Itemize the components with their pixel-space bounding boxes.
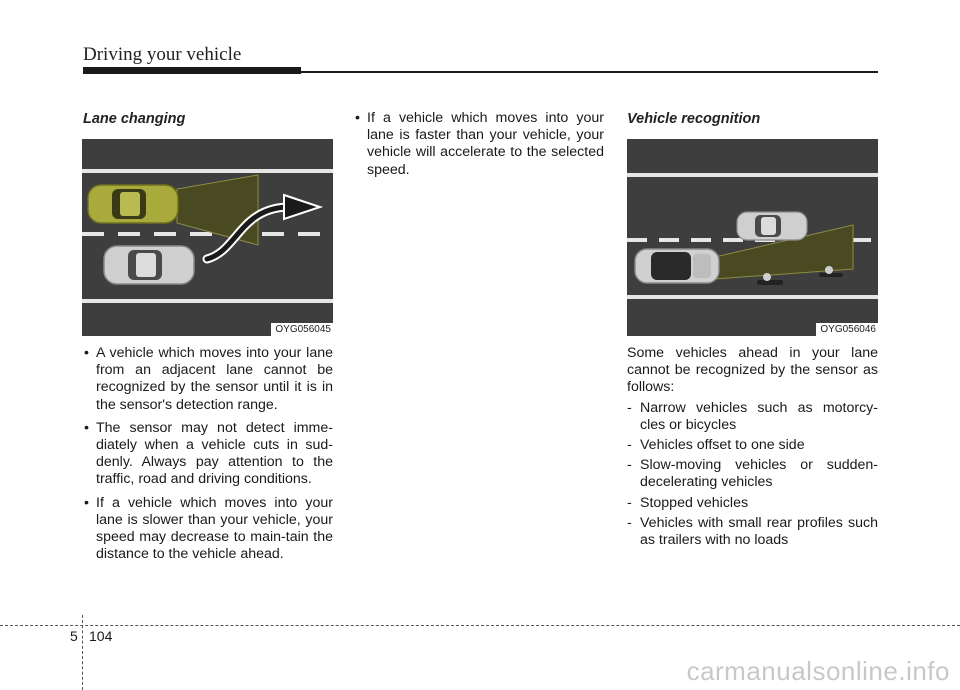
list-item: - Vehicles offset to one side — [627, 437, 878, 454]
figure-code: OYG056045 — [271, 323, 333, 336]
list-item: - Narrow vehicles such as motorcy-cles or bicycles — [627, 400, 878, 434]
lane-changing-bullets — [83, 345, 333, 569]
lane-changing-figure — [82, 139, 333, 336]
vehicle-recognition-text — [627, 345, 878, 552]
vehicle-recognition-illustration — [627, 139, 878, 336]
watermark: carmanualsonline.info — [686, 656, 950, 686]
footer-rule — [0, 625, 960, 626]
vehicle-recognition-heading: Vehicle recognition — [627, 111, 761, 127]
vehicle-recognition-figure — [627, 139, 878, 336]
chapter-number: 5 — [70, 628, 78, 644]
list-item: - Stopped vehicles — [627, 495, 878, 512]
list-item: • A vehicle which moves into your lane from an adjacent lane cannot be recognized by the sensor until it is in the sensor's detection range. — [83, 345, 333, 414]
header-bar — [83, 67, 301, 74]
header-rule — [301, 71, 878, 73]
adjacent-vehicle — [104, 246, 194, 284]
middle-bullets — [354, 110, 604, 185]
figure-code: OYG056046 — [816, 323, 878, 336]
ego-vehicle — [88, 185, 178, 223]
list-item: • If a vehicle which moves into your lane is faster than your vehicle, your vehicle will accelerate to the selected speed. — [354, 110, 604, 179]
vehicle-ahead — [737, 212, 807, 240]
intro-paragraph: Some vehicles ahead in your lane cannot be recognized by the sensor as follows: — [627, 345, 878, 396]
list-item: - Vehicles with small rear profiles such as trailers with no loads — [627, 515, 878, 549]
list-item: • The sensor may not detect imme-diately when a vehicle cuts in sud-denly. Always pay attention to the traffic, road and driving conditions. — [83, 420, 333, 489]
footer-divider — [82, 615, 83, 690]
page-header-title: Driving your vehicle — [83, 44, 242, 65]
ego-vehicle — [635, 249, 719, 283]
page-number: 104 — [89, 628, 113, 644]
list-item: • If a vehicle which moves into your lane is slower than your vehicle, your speed may decrease to main-tain the distance to the vehicle ahead. — [83, 495, 333, 564]
lane-changing-heading: Lane changing — [83, 111, 186, 127]
list-item: - Slow-moving vehicles or sudden-decelerating vehicles — [627, 457, 878, 491]
lane-changing-illustration — [82, 139, 333, 336]
